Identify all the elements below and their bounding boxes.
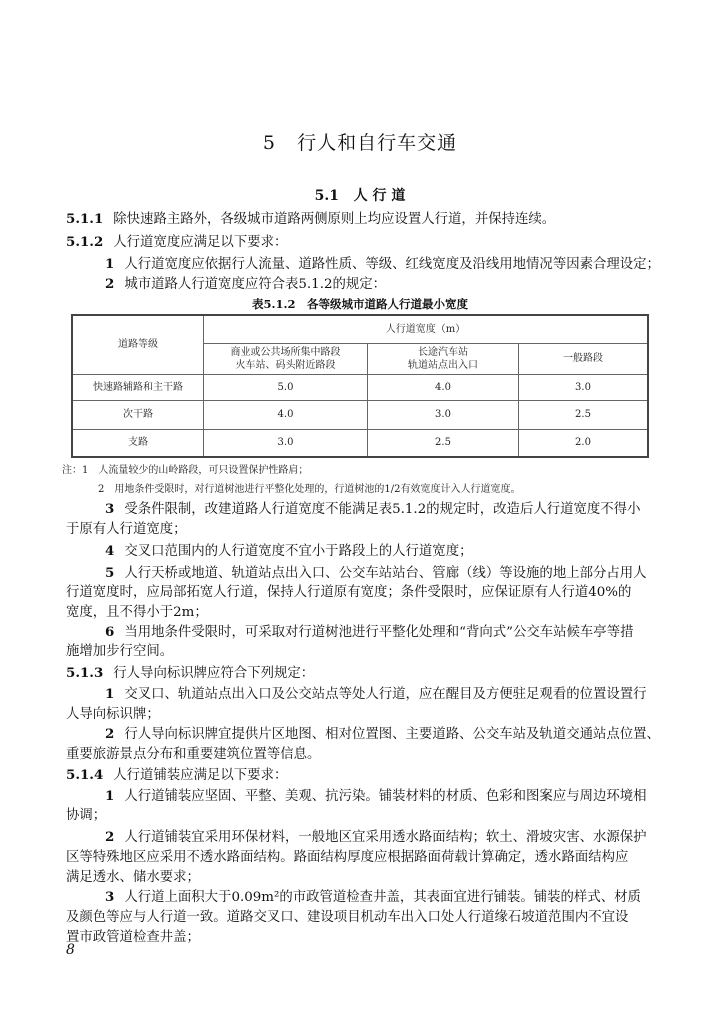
item-4 xyxy=(105,542,705,561)
item-text: 人行道宽度应依据行人流量、道路性质、等级、红线宽度及沿线用地情况等因素合理设定； xyxy=(124,257,660,272)
row-value: 2.5 xyxy=(368,429,519,457)
clause-number: 5.1.3 xyxy=(66,665,104,681)
header-commercial xyxy=(204,343,368,374)
item-text: 城市道路人行道宽度应符合表5.1.2的规定： xyxy=(124,277,387,292)
clause-number: 5.1.2 xyxy=(66,234,104,250)
item-5-1-4-1 xyxy=(105,787,705,806)
item-number: 1 xyxy=(105,686,115,702)
item-5-1-3-2 xyxy=(105,725,705,744)
item-5-1-4-2-cont-2: 满足透水、储水要求； xyxy=(66,870,200,885)
row-value: 2.0 xyxy=(519,429,649,457)
item-text: 行人导向标识牌宜提供片区地图、相对位置图、主要道路、公交车站及轨道交通站点位置、 xyxy=(124,727,660,742)
item-text: 交叉口、轨道站点出入口及公交站点等处人行道，应在醒目及方便驻足观看的位置设置行 xyxy=(124,687,647,702)
row-value: 4.0 xyxy=(204,400,368,429)
item-5-1-4-3-cont-2: 置市政管道检查井盖； xyxy=(66,930,200,945)
item-number: 2 xyxy=(105,829,115,845)
clause-text: 除快速路主路外，各级城市道路两侧原则上均应设置人行道，并保持连续。 xyxy=(113,212,556,227)
row-value: 3.0 xyxy=(368,400,519,429)
item-5-1-4-1-cont: 协调； xyxy=(66,808,107,823)
section-heading xyxy=(0,185,720,205)
item-5-1-3-1 xyxy=(105,685,705,704)
chapter-number: 5 xyxy=(262,132,276,154)
item-number: 2 xyxy=(105,726,115,742)
item-text: 人行天桥或地道、轨道站点出入口、公交车站站台、管廊（线）等设施的地上部分占用人 xyxy=(124,566,647,581)
item-number: 2 xyxy=(105,276,115,292)
item-6 xyxy=(105,623,705,642)
header-commercial-line2: 火车站、码头附近路段 xyxy=(235,359,336,371)
row-grade: 次干路 xyxy=(72,400,204,429)
item-number: 1 xyxy=(105,256,115,272)
item-text: 交叉口范围内的人行道宽度不宜小于路段上的人行道宽度； xyxy=(124,544,473,559)
clause-5-1-1 xyxy=(66,210,666,229)
section-number: 5.1 xyxy=(314,188,339,204)
item-text: 人行道铺装宜采用环保材料，一般地区宜采用透水路面结构；软土、滑坡灾害、水源保护 xyxy=(124,830,647,845)
item-5-cont-2: 宽度，且不得小于2m； xyxy=(66,605,208,620)
row-value: 2.5 xyxy=(519,400,649,429)
header-sidewalk-width: 人行道宽度（m） xyxy=(204,315,649,343)
clause-5-1-3 xyxy=(66,664,666,683)
table-note-1: 注：1 人流量较少的山岭路段，可只设置保护性路肩； xyxy=(62,465,309,476)
header-commercial-line1: 商业或公共场所集中路段 xyxy=(230,346,341,358)
item-3-cont: 于原有人行道宽度； xyxy=(66,522,187,537)
row-value: 3.0 xyxy=(519,374,649,400)
item-5-1-3-2-cont: 重要旅游景点分布和重要建筑位置等信息。 xyxy=(66,747,321,762)
item-number: 3 xyxy=(105,889,115,905)
table-row xyxy=(72,429,648,457)
item-3 xyxy=(105,500,705,519)
item-5-cont-1: 行道宽度时，应局部拓宽人行道，保持人行道原有宽度；条件受限时，应保证原有人行道40%的 xyxy=(66,585,632,600)
item-text: 当用地条件受限时，可采取对行道树池进行平整化处理和“背向式”公交车站候车亭等措 xyxy=(124,625,634,640)
item-6-cont: 施增加步行空间。 xyxy=(66,644,174,659)
clause-text: 人行道宽度应满足以下要求： xyxy=(113,235,288,250)
item-number: 6 xyxy=(105,624,115,640)
item-number: 4 xyxy=(105,543,115,559)
item-text: 人行道上面积大于0.09m²的市政管道检查井盖，其表面宜进行铺装。铺装的样式、材质 xyxy=(124,890,641,905)
chapter-heading xyxy=(0,128,720,155)
item-number: 1 xyxy=(105,788,115,804)
row-value: 5.0 xyxy=(204,374,368,400)
item-5-1-4-2 xyxy=(105,828,705,847)
item-5 xyxy=(105,564,705,583)
header-bus-station-line2: 轨道站点出入口 xyxy=(408,359,478,371)
table-row xyxy=(72,400,648,429)
table-note-2: 2 用地条件受限时，对行道树池进行平整化处理的，行道树池的1/2有效宽度计入人行道宽度。 xyxy=(98,484,521,495)
header-road-grade: 道路等级 xyxy=(72,315,204,374)
item-text: 人行道铺装应坚固、平整、美观、抗污染。铺装材料的材质、色彩和图案应与周边环境相 xyxy=(124,789,647,804)
section-title: 人 行 道 xyxy=(353,188,406,204)
table-row xyxy=(72,374,648,400)
row-grade: 支路 xyxy=(72,429,204,457)
item-5-1-4-2-cont-1: 区等特殊地区应采用不透水路面结构。路面结构厚度应根据路面荷载计算确定，透水路面结构应 xyxy=(66,850,629,865)
item-5-1-2-1 xyxy=(105,255,705,274)
item-text: 受条件限制，改建道路人行道宽度不能满足表5.1.2的规定时，改造后人行道宽度不得小 xyxy=(124,502,641,517)
row-value: 4.0 xyxy=(368,374,519,400)
item-5-1-4-3 xyxy=(105,888,705,907)
table-caption: 表5.1.2 各等级城市道路人行道最小宽度 xyxy=(251,297,468,311)
item-5-1-4-3-cont-1: 及颜色等应与人行道一致。道路交叉口、建设项目机动车出入口处人行道缘石坡道范围内不宜设 xyxy=(66,910,629,925)
item-number: 5 xyxy=(105,565,115,581)
clause-5-1-2 xyxy=(66,233,666,252)
header-bus-station-line1: 长途汽车站 xyxy=(418,346,468,358)
clause-number: 5.1.1 xyxy=(66,211,104,227)
item-5-1-2-2 xyxy=(105,275,705,294)
page-number: 8 xyxy=(66,942,75,958)
header-general: 一般路段 xyxy=(519,343,649,374)
header-bus-station xyxy=(368,343,519,374)
clause-text: 人行道铺装应满足以下要求： xyxy=(113,768,288,783)
clause-text: 行人导向标识牌应符合下列规定： xyxy=(113,666,315,681)
clause-5-1-4 xyxy=(66,766,666,785)
sidewalk-width-table xyxy=(71,314,649,458)
item-number: 3 xyxy=(105,501,115,517)
row-grade: 快速路辅路和主干路 xyxy=(72,374,204,400)
item-5-1-3-1-cont: 人导向标识牌； xyxy=(66,707,160,722)
clause-number: 5.1.4 xyxy=(66,767,104,783)
row-value: 3.0 xyxy=(204,429,368,457)
chapter-title: 行人和自行车交通 xyxy=(297,132,458,154)
